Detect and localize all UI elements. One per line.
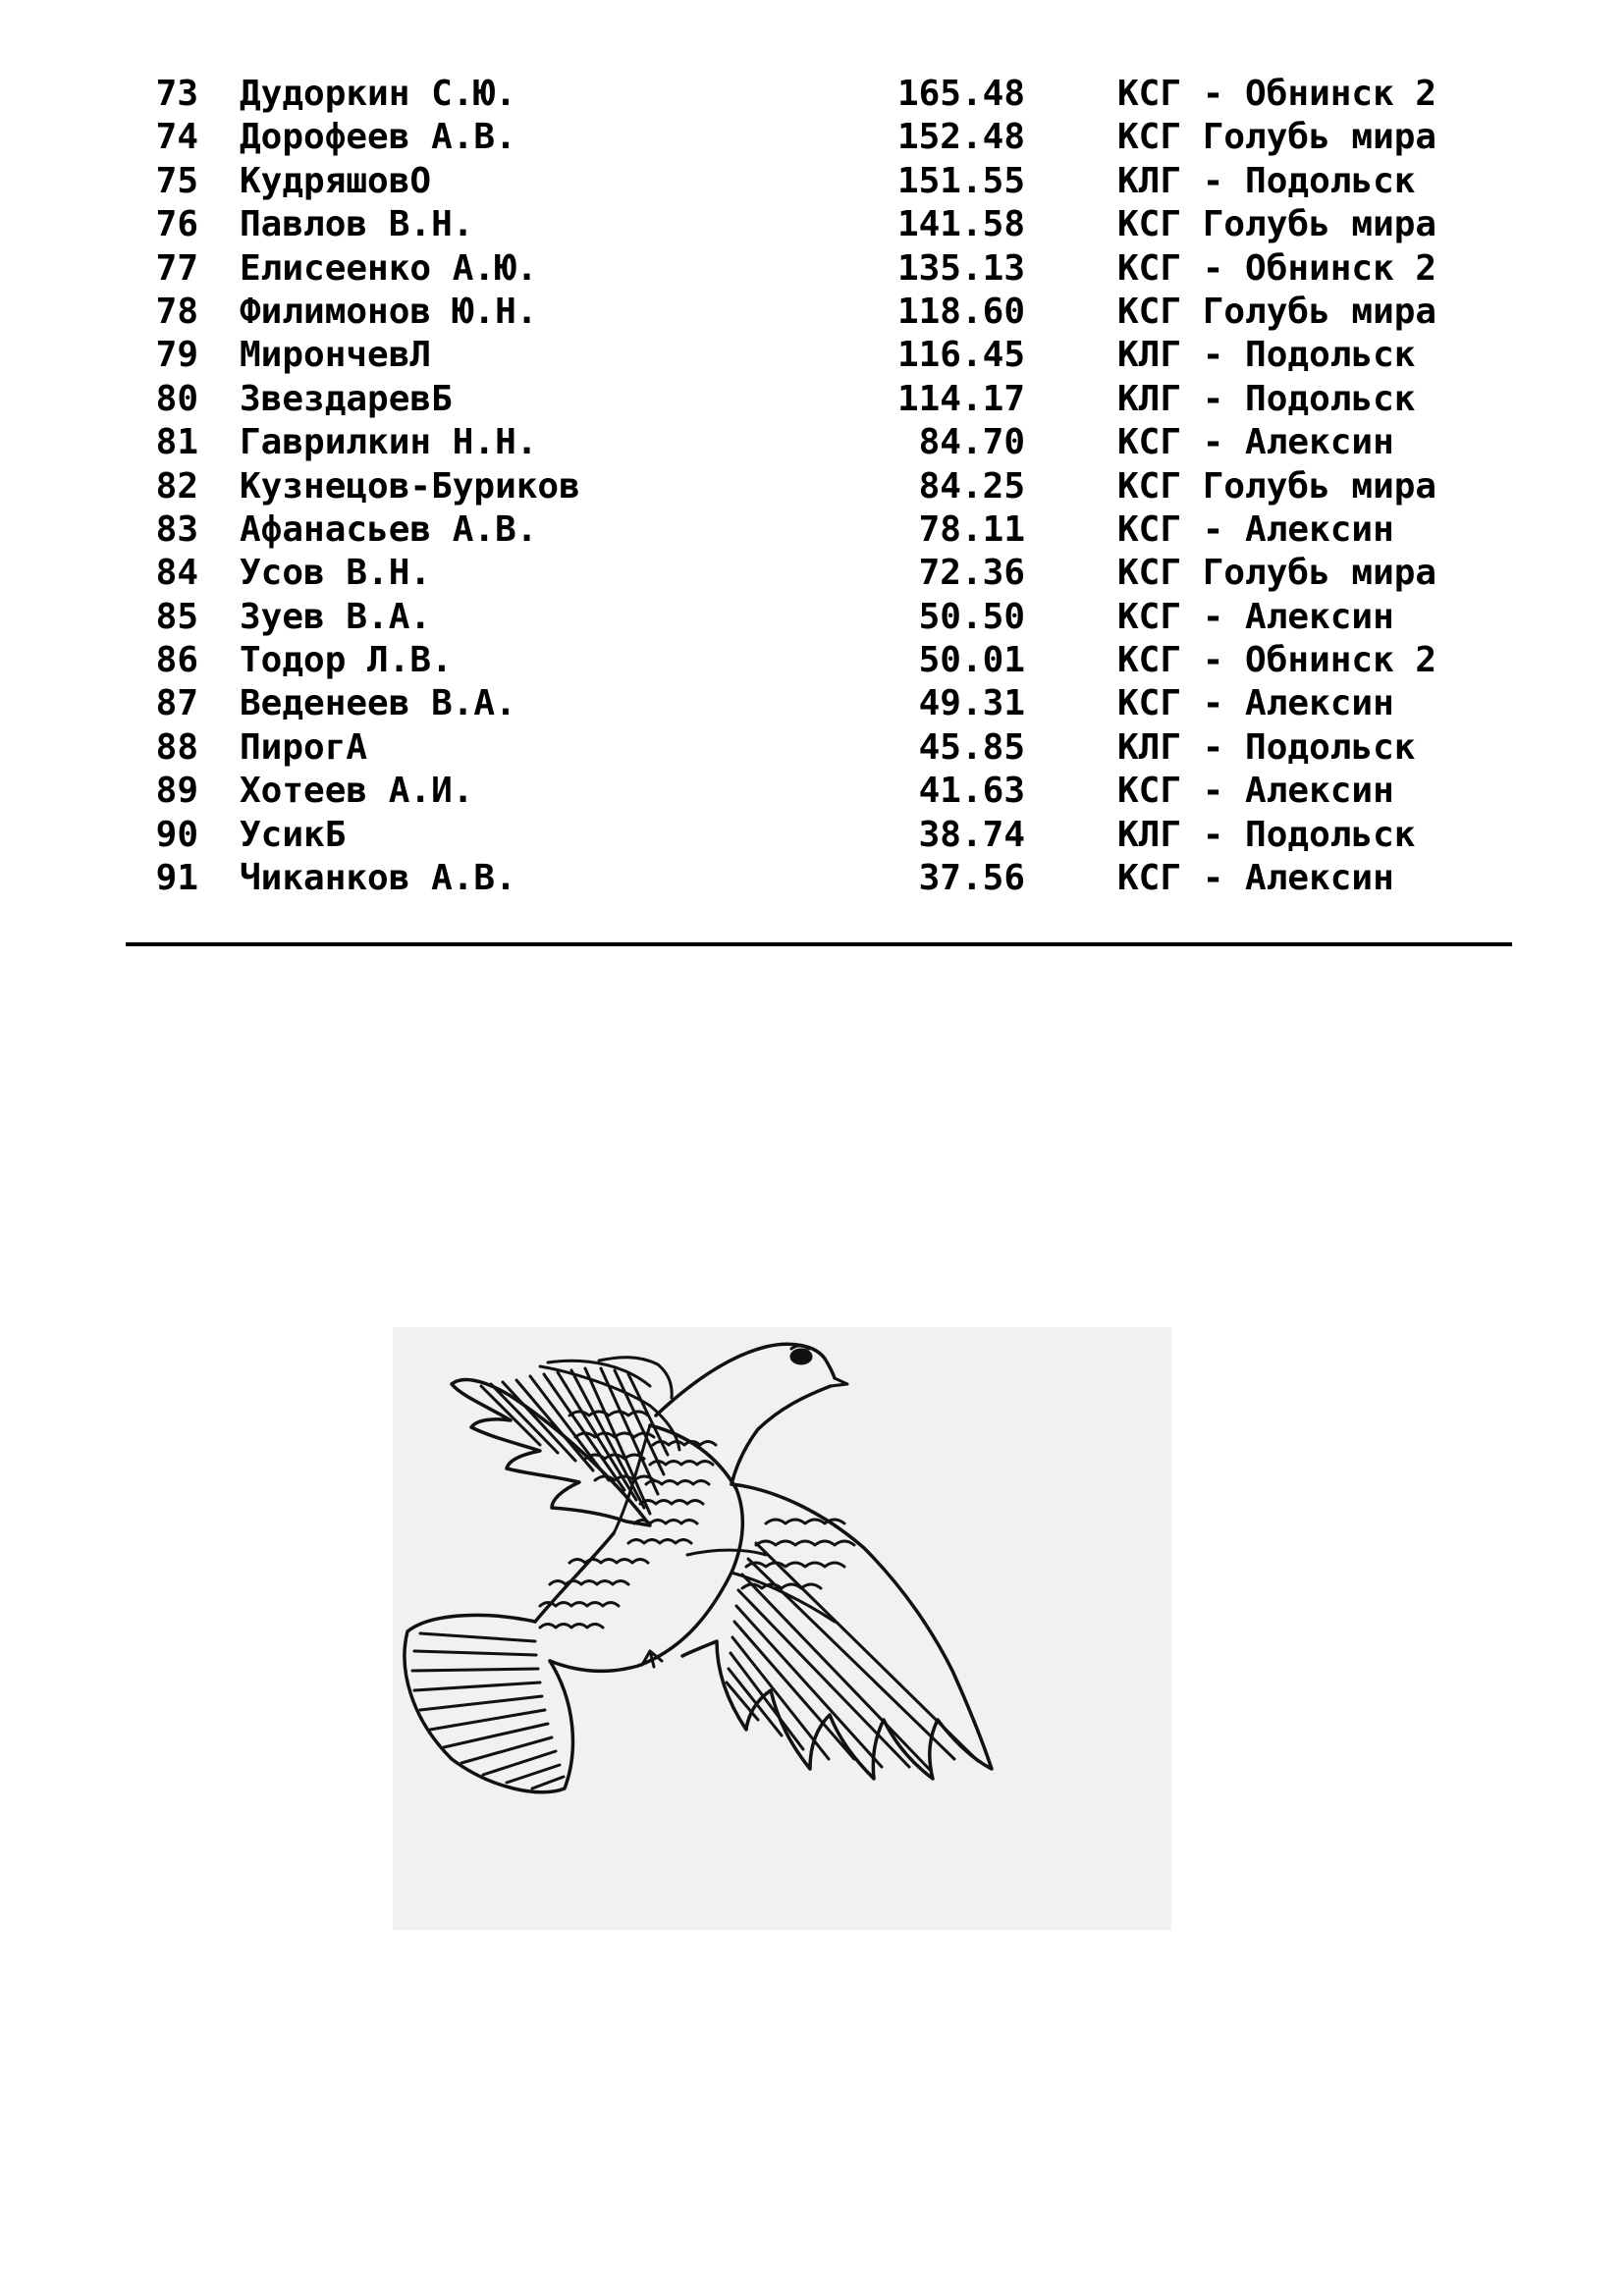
club-name: КСГ - Алексин (1117, 508, 1394, 550)
score-value: 45.85 (918, 726, 1025, 768)
score-value: 41.63 (918, 771, 1025, 812)
club-name: КСГ - Алексин (1117, 771, 1394, 812)
place-number: 88 (155, 726, 198, 768)
participant-name: Павлов В.Н. (240, 204, 474, 245)
table-row (0, 73, 1624, 116)
table-row (0, 378, 1624, 421)
club-name: КСГ - Алексин (1117, 596, 1394, 637)
place-number: 79 (155, 335, 198, 376)
participant-name: Усов В.Н. (240, 553, 432, 594)
club-name: КСГ - Алексин (1117, 422, 1394, 463)
score-value: 50.50 (918, 596, 1025, 637)
place-number: 80 (155, 378, 198, 419)
participant-name: Дудоркин С.Ю. (240, 74, 516, 114)
score-value: 141.58 (896, 204, 1025, 245)
score-value: 135.13 (896, 247, 1025, 289)
table-row (0, 726, 1624, 770)
club-name: КСГ Голубь мира (1117, 291, 1437, 332)
dove-icon (393, 1327, 1171, 1930)
participant-name: Елисеенко А.Ю. (240, 247, 538, 289)
place-number: 87 (155, 683, 198, 724)
place-number: 75 (155, 160, 198, 201)
place-number: 74 (155, 117, 198, 158)
table-row (0, 116, 1624, 159)
table-row (0, 247, 1624, 291)
participant-name: Гаврилкин Н.Н. (240, 422, 538, 463)
place-number: 82 (155, 465, 198, 507)
score-value: 38.74 (918, 814, 1025, 855)
participant-name: Кузнецов-Буриков (240, 465, 580, 507)
club-name: КСГ - Обнинск 2 (1117, 640, 1437, 681)
place-number: 76 (155, 204, 198, 245)
participant-name: Филимонов Ю.Н. (240, 291, 538, 332)
score-value: 84.25 (918, 465, 1025, 507)
score-value: 152.48 (896, 117, 1025, 158)
participant-name: Веденеев В.А. (240, 683, 516, 724)
place-number: 78 (155, 291, 198, 332)
place-number: 90 (155, 814, 198, 855)
table-row (0, 465, 1624, 508)
score-value: 84.70 (918, 422, 1025, 463)
score-value: 118.60 (896, 291, 1025, 332)
club-name: КСГ - Обнинск 2 (1117, 74, 1437, 114)
score-value: 116.45 (896, 335, 1025, 376)
table-row (0, 508, 1624, 552)
club-name: КЛГ - Подольск (1117, 726, 1416, 768)
club-name: КСГ Голубь мира (1117, 204, 1437, 245)
score-value: 165.48 (896, 74, 1025, 114)
participant-name: ЗвездаревБ (240, 378, 453, 419)
place-number: 85 (155, 596, 198, 637)
participant-name: МирончевЛ (240, 335, 432, 376)
dove-illustration (393, 1327, 1171, 1930)
table-row (0, 596, 1624, 639)
table-row (0, 857, 1624, 900)
participant-name: ПирогА (240, 726, 368, 768)
place-number: 91 (155, 858, 198, 899)
score-value: 151.55 (896, 160, 1025, 201)
place-number: 84 (155, 553, 198, 594)
place-number: 89 (155, 771, 198, 812)
participant-name: КудряшовО (240, 160, 432, 201)
club-name: КЛГ - Подольск (1117, 160, 1416, 201)
club-name: КСГ - Обнинск 2 (1117, 247, 1437, 289)
participant-name: Дорофеев А.В. (240, 117, 516, 158)
table-row (0, 334, 1624, 377)
participant-name: Афанасьев А.В. (240, 508, 538, 550)
participant-name: Зуев В.А. (240, 596, 432, 637)
place-number: 77 (155, 247, 198, 289)
club-name: КСГ Голубь мира (1117, 553, 1437, 594)
table-row (0, 814, 1624, 857)
participant-name: УсикБ (240, 814, 347, 855)
table-row (0, 421, 1624, 464)
score-value: 37.56 (918, 858, 1025, 899)
table-row (0, 160, 1624, 203)
section-divider (126, 942, 1512, 946)
table-row (0, 639, 1624, 682)
table-row (0, 552, 1624, 595)
place-number: 73 (155, 74, 198, 114)
results-table (0, 73, 1624, 900)
score-value: 114.17 (896, 378, 1025, 419)
score-value: 72.36 (918, 553, 1025, 594)
club-name: КЛГ - Подольск (1117, 814, 1416, 855)
club-name: КСГ Голубь мира (1117, 117, 1437, 158)
club-name: КСГ - Алексин (1117, 858, 1394, 899)
club-name: КЛГ - Подольск (1117, 335, 1416, 376)
place-number: 83 (155, 508, 198, 550)
place-number: 81 (155, 422, 198, 463)
participant-name: Чиканков А.В. (240, 858, 516, 899)
score-value: 49.31 (918, 683, 1025, 724)
table-row (0, 770, 1624, 813)
score-value: 78.11 (918, 508, 1025, 550)
table-row (0, 203, 1624, 246)
participant-name: Тодор Л.В. (240, 640, 453, 681)
club-name: КСГ - Алексин (1117, 683, 1394, 724)
table-row (0, 682, 1624, 725)
score-value: 50.01 (918, 640, 1025, 681)
table-row (0, 291, 1624, 334)
club-name: КСГ Голубь мира (1117, 465, 1437, 507)
club-name: КЛГ - Подольск (1117, 378, 1416, 419)
place-number: 86 (155, 640, 198, 681)
participant-name: Хотеев А.И. (240, 771, 474, 812)
